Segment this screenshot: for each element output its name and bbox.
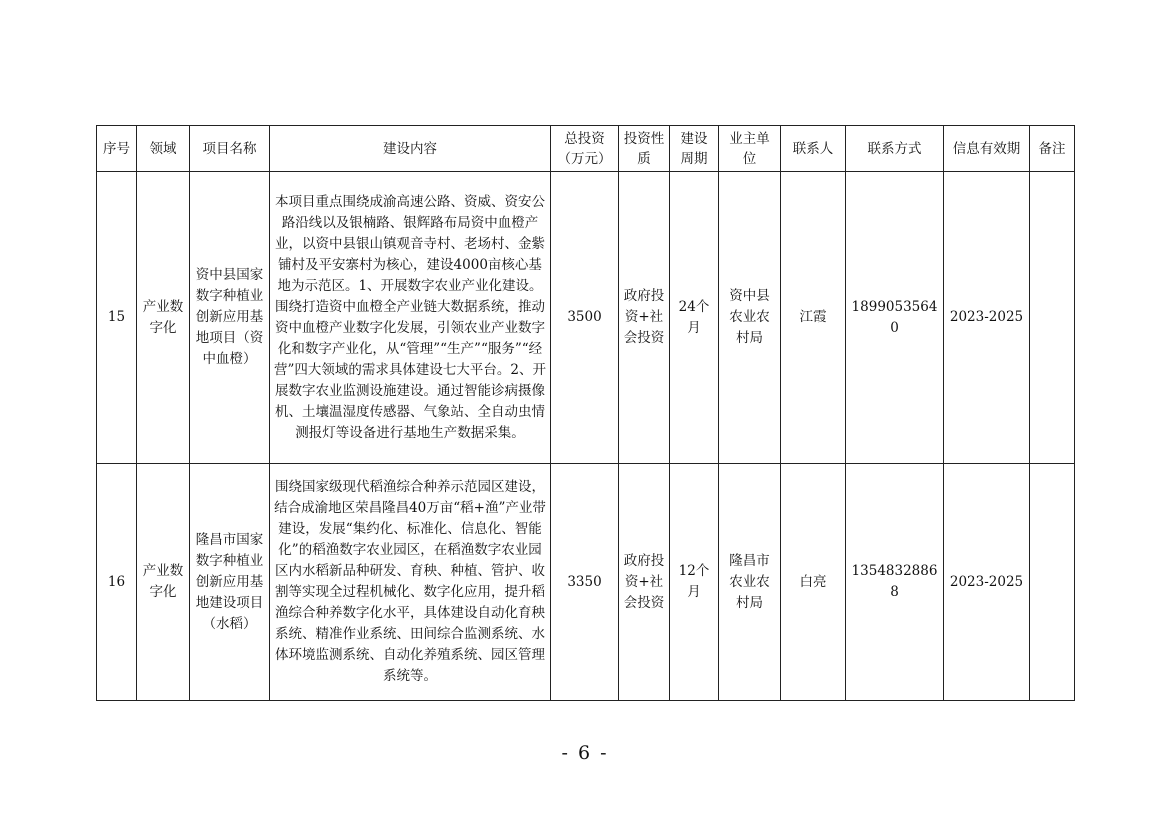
- header-investment: 总投资（万元）: [551, 126, 619, 172]
- project-table: [96, 125, 1075, 701]
- cell-field: 产业数字化: [137, 464, 190, 701]
- header-field: 领域: [137, 126, 190, 172]
- cell-nature: 政府投资+社会投资: [619, 172, 670, 464]
- cell-investment: 3500: [551, 172, 619, 464]
- page-number: - 6 -: [561, 742, 609, 764]
- header-owner: 业主单位: [719, 126, 781, 172]
- table-row: [97, 172, 1075, 464]
- header-validity: 信息有效期: [944, 126, 1030, 172]
- cell-content: 围绕国家级现代稻渔综合种养示范园区建设，结合成渝地区荣昌隆昌40万亩“稻+渔”产业带建设，发展“集约化、标准化、信息化、智能化”的稻渔数字农业园区，在稻渔数字农业园区内水稻新品种研发、育秧、种植、管护、收割等实现全过程机械化、数字化应用，提升稻渔综合种养数字化水平，具体建设自动化育秧系统、精准作业系统、田间综合监测系统、水体环境监测系统、自动化养殖系统、园区管理系统等。: [270, 464, 551, 701]
- cell-investment: 3350: [551, 464, 619, 701]
- cell-contact: 江霞: [781, 172, 846, 464]
- header-remark: 备注: [1030, 126, 1075, 172]
- cell-phone: 13548328868: [846, 464, 944, 701]
- cell-content: 本项目重点围绕成渝高速公路、资威、资安公路沿线以及银楠路、银辉路布局资中血橙产业，以资中县银山镇观音寺村、老场村、金紫铺村及平安寨村为核心，建设4000亩核心基地为示范区。1、开展数字农业产业化建设。围绕打造资中血橙全产业链大数据系统，推动资中血橙产业数字化发展，引领农业产业数字化和数字产业化，从“管理”“生产”“服务”“经营”四大领域的需求具体建设七大平台。2、开展数字农业监测设施建设。通过智能诊病摄像机、土壤温湿度传感器、气象站、全自动虫情测报灯等设备进行基地生产数据采集。: [270, 172, 551, 464]
- cell-contact: 白亮: [781, 464, 846, 701]
- cell-name: 隆昌市国家数字种植业创新应用基地建设项目（水稻）: [190, 464, 270, 701]
- header-no: 序号: [97, 126, 137, 172]
- cell-validity: 2023-2025: [944, 464, 1030, 701]
- cell-nature: 政府投资+社会投资: [619, 464, 670, 701]
- cell-period: 12个月: [670, 464, 719, 701]
- cell-owner: 隆昌市农业农村局: [719, 464, 781, 701]
- cell-phone: 18990535640: [846, 172, 944, 464]
- header-name: 项目名称: [190, 126, 270, 172]
- header-content: 建设内容: [270, 126, 551, 172]
- cell-field: 产业数字化: [137, 172, 190, 464]
- header-phone: 联系方式: [846, 126, 944, 172]
- header-nature: 投资性质: [619, 126, 670, 172]
- cell-period: 24个月: [670, 172, 719, 464]
- cell-no: 15: [97, 172, 137, 464]
- table-row: [97, 464, 1075, 701]
- header-contact: 联系人: [781, 126, 846, 172]
- cell-no: 16: [97, 464, 137, 701]
- cell-remark: [1030, 172, 1075, 464]
- cell-validity: 2023-2025: [944, 172, 1030, 464]
- cell-name: 资中县国家数字种植业创新应用基地项目（资中血橙）: [190, 172, 270, 464]
- table-header-row: [97, 126, 1075, 172]
- header-period: 建设周期: [670, 126, 719, 172]
- cell-remark: [1030, 464, 1075, 701]
- cell-owner: 资中县农业农村局: [719, 172, 781, 464]
